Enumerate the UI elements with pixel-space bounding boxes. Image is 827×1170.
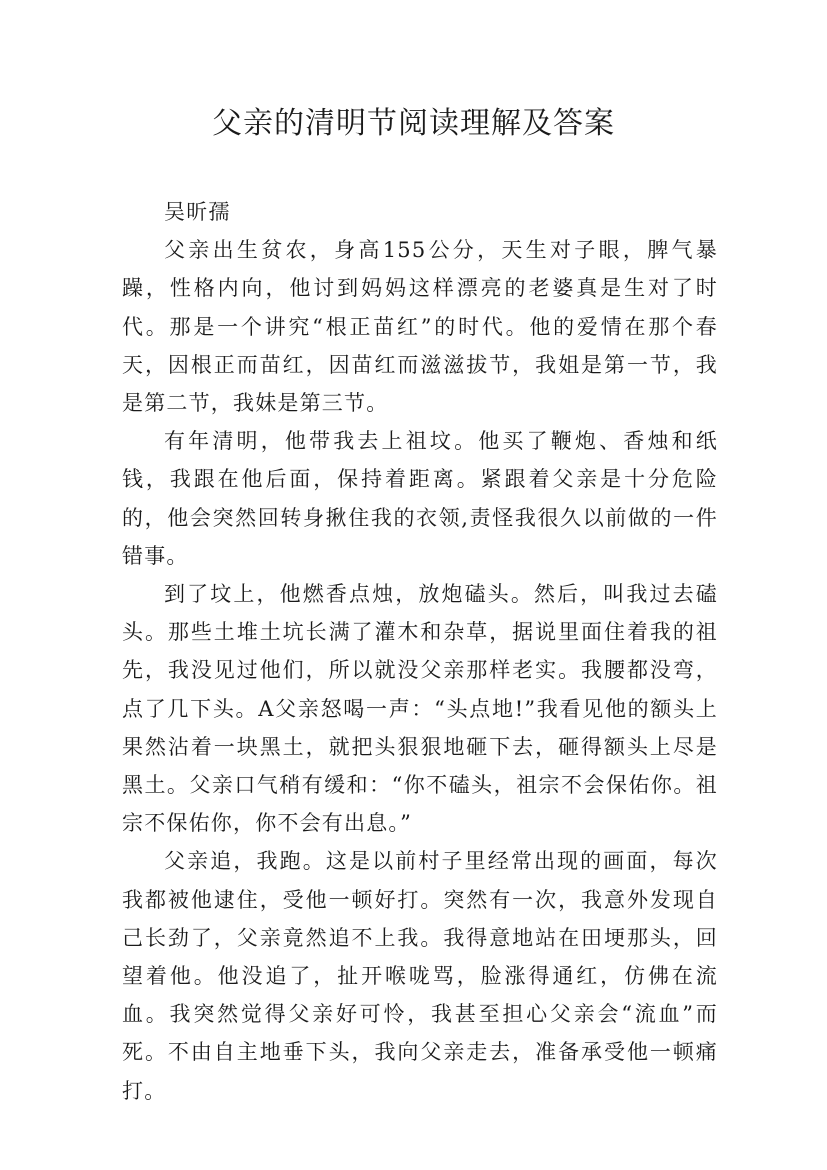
paragraph-4: 父亲追，我跑。这是以前村子里经常出现的画面，每次我都被他逮住，受他一顿好打。突然有一次，我意外发现自己长劲了，父亲竟然追不上我。我得意地站在田埂那头，回望着他。他没追了，扯开喉咙骂，脸涨得通红，仿佛在流血。我突然觉得父亲好可怜，我甚至担心父亲会“流血”而死。不由自主地垂下头，我向父亲走去，准备承受他一顿痛打。	[122, 849, 718, 1103]
author-name: 吴昕孺	[164, 200, 231, 224]
paragraph-2: 有年清明，他带我去上祖坟。他买了鞭炮、香烛和纸钱，我跟在他后面，保持着距离。紧跟着父亲是十分危险的，他会突然回转身揪住我的衣领,责怪我很久以前做的一件错事。	[122, 429, 718, 568]
article-body	[122, 193, 718, 1110]
paragraph-1: 父亲出生贫农，身高155公分，天生对子眼，脾气暴躁，性格内向，他讨到妈妈这样漂亮的老婆真是生对了时代。那是一个讲究“根正苗红”的时代。他的爱情在那个春天，因根正而苗红，因苗红而滋滋拔节，我姐是第一节，我是第二节，我妹是第三节。	[122, 238, 718, 416]
document-title: 父亲的清明节阅读理解及答案	[212, 106, 615, 141]
paragraph-3: 到了坟上，他燃香点烛，放炮磕头。然后，叫我过去磕头。那些土堆土坑长满了灌木和杂草，据说里面住着我的祖先，我没见过他们，所以就没父亲那样老实。我腰都没弯，点了几下头。A父亲怒喝一声：“头点地!”我看见他的额头上果然沾着一块黑土，就把头狠狠地砸下去，砸得额头上尽是黑土。父亲口气稍有缓和：“你不磕头，祖宗不会保佑你。祖宗不保佑你，你不会有出息。”	[122, 582, 718, 836]
